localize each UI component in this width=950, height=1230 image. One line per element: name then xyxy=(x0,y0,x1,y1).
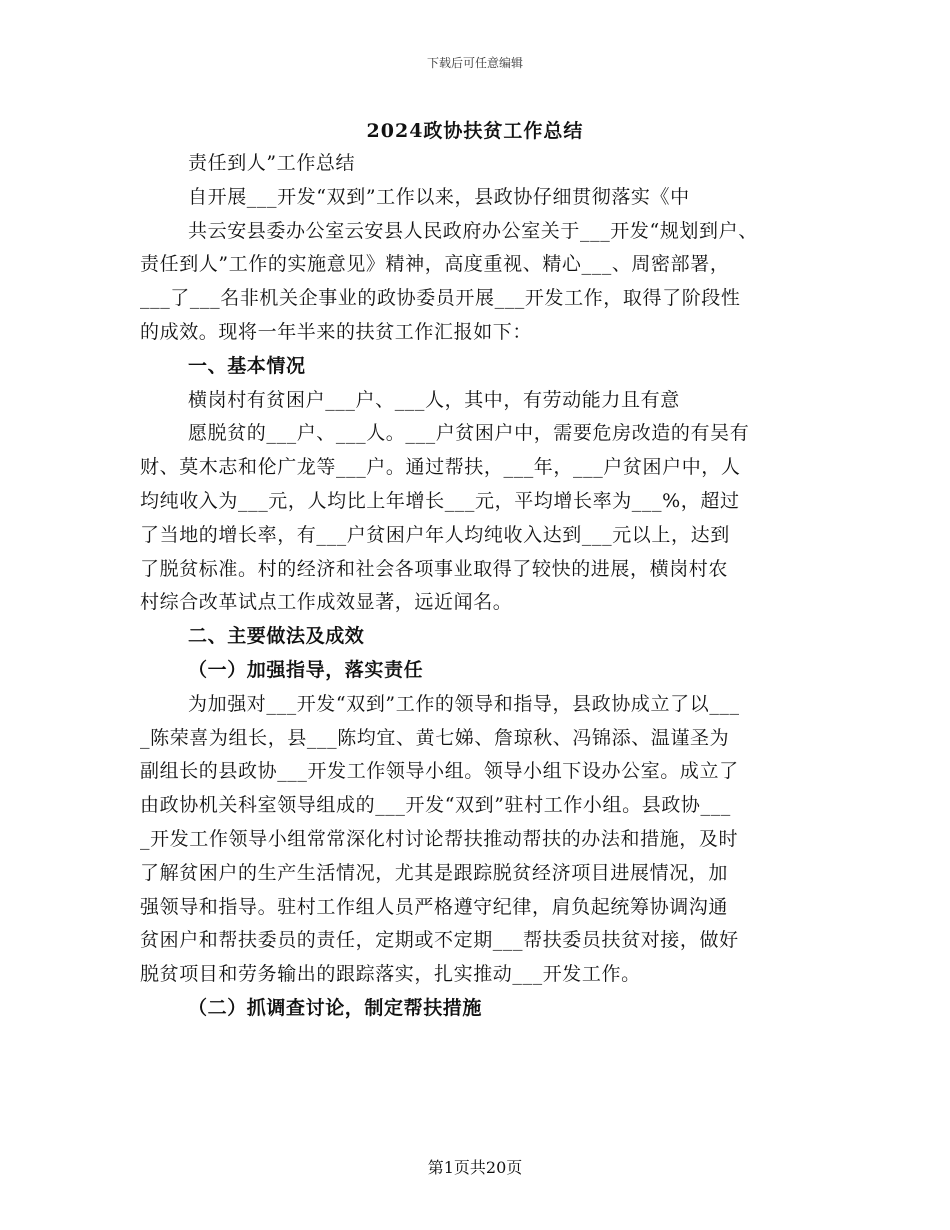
document-title: 2024政协扶贫工作总结 xyxy=(366,120,584,142)
paragraph-line: 均纯收入为___元，人均比上年增长___元，平均增长率为___%，超过 xyxy=(140,490,740,512)
paragraph-line: 为加强对___开发“双到”工作的领导和指导，县政协成立了以___ xyxy=(188,692,740,715)
paragraph-line: 了解贫困户的生产生活情况，尤其是跟踪脱贫经济项目进展情况，加 xyxy=(140,861,729,884)
paragraph-line: 了当地的增长率，有___户贫困户年人均纯收入达到___元以上，达到 xyxy=(140,523,730,546)
paragraph-line: _陈荣喜为组长，县___陈均宜、黄七娣、詹琼秋、冯锦添、温谨圣为 xyxy=(140,726,730,749)
paragraph-line: 脱贫项目和劳务输出的跟踪落实，扎实推动___开发工作。 xyxy=(140,963,641,986)
section-heading: （一）加强指导，落实责任 xyxy=(188,659,424,681)
paragraph-line: 的成效。现将一年半来的扶贫工作汇报如下： xyxy=(140,321,533,343)
paragraph-line: 贫困户和帮扶委员的责任，定期或不定期___帮扶委员扶贫对接，做好 xyxy=(140,929,739,952)
paragraph-line: 强领导和指导。驻村工作组人员严格遵守纪律，肩负起统筹协调沟通 xyxy=(140,895,729,918)
section-heading: 二、主要做法及成效 xyxy=(188,625,365,648)
paragraph-line: 财、莫木志和伦广龙等___户。通过帮扶，___年，___户贫困户中，人 xyxy=(140,456,741,479)
page-footer: 第1页共20页 xyxy=(427,1158,523,1177)
section-heading: 一、基本情况 xyxy=(188,354,306,377)
paragraph-line: 愿脱贫的___户、___人。___户贫困户中，需要危房改造的有吴有 xyxy=(188,422,750,445)
paragraph-line: 自开展___开发“双到”工作以来，县政协仔细贯彻落实《中 xyxy=(188,185,690,208)
page-header-note: 下载后可任意编辑 xyxy=(426,56,523,70)
paragraph-line: 了脱贫标准。村的经济和社会各项事业取得了较快的进展，横岗村农 xyxy=(140,557,729,580)
paragraph-line: 村综合改革试点工作成效显著，远近闻名。 xyxy=(140,591,513,614)
paragraph-line: ___了___名非机关企事业的政协委员开展___开发工作，取得了阶段性 xyxy=(140,287,741,310)
section-heading: （二）抓调查讨论，制定帮扶措施 xyxy=(188,997,483,1019)
paragraph-line: 责任到人”工作总结 xyxy=(188,152,356,174)
paragraph-line: 责任到人”工作的实施意见》精神，高度重视、精心___、周密部署， xyxy=(140,253,730,276)
paragraph-line: 由政协机关科室领导组成的___开发“双到”驻村工作小组。县政协___ xyxy=(140,794,731,817)
paragraph-line: 横岗村有贫困户___户、___人，其中，有劳动能力且有意 xyxy=(188,388,680,411)
paragraph-line: 共云安县委办公室云安县人民政府办公室关于___开发“规划到户、 xyxy=(188,219,758,242)
paragraph-line: _开发工作领导小组常常深化村讨论帮扶推动帮扶的办法和措施，及时 xyxy=(140,828,739,850)
paragraph-line: 副组长的县政协___开发工作领导小组。领导小组下设办公室。成立了 xyxy=(140,760,739,783)
